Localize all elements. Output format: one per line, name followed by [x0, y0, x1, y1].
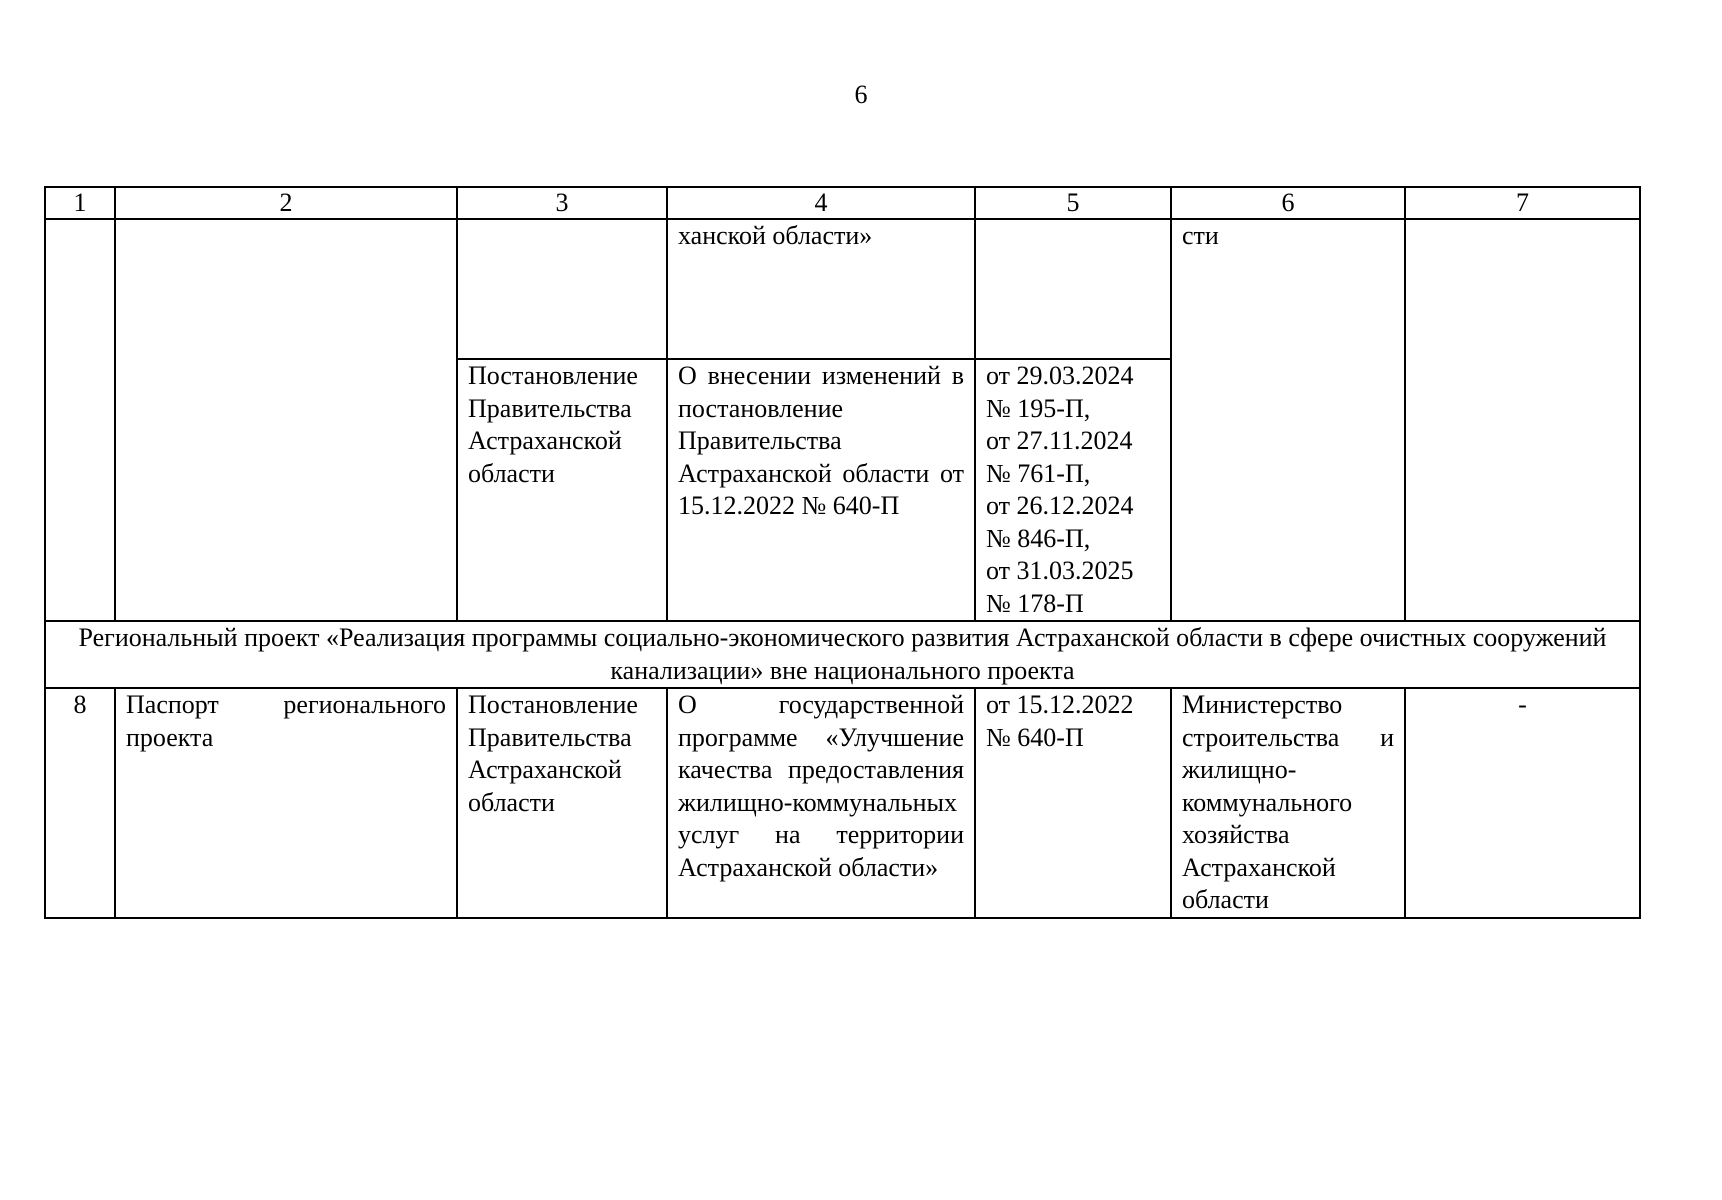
document-table	[44, 186, 1641, 919]
header-cell-1: 1	[45, 187, 115, 219]
cell-continued-col6: сти	[1171, 219, 1405, 621]
table-row-continued	[45, 219, 1640, 359]
cell-amendment-dates	[975, 359, 1171, 621]
cell-row8-doc-type: Постановление Правительства Астраханской области	[457, 688, 667, 918]
table-row-8	[45, 688, 1640, 918]
cell-amendment-doc-type: Постановление Правительства Астраханской области	[457, 359, 667, 621]
header-cell-5: 5	[975, 187, 1171, 219]
cell-continued-col3	[457, 219, 667, 359]
amendment-date-line: № 761-П,	[986, 458, 1091, 488]
cell-continued-num	[45, 219, 115, 621]
cell-amendment-title: О внесении изменений в постановление Правительства Астраханской области от 15.12.2022 № 640-П	[667, 359, 975, 621]
cell-row8-num: 8	[45, 688, 115, 918]
cell-continued-col4: ханской области»	[667, 219, 975, 359]
header-cell-2: 2	[115, 187, 457, 219]
amendment-date-line: № 846-П,	[986, 523, 1091, 553]
header-cell-4: 4	[667, 187, 975, 219]
amendment-date-line: № 178-П	[986, 588, 1084, 618]
amendment-date-line: № 195-П,	[986, 393, 1091, 423]
cell-continued-col5	[975, 219, 1171, 359]
cell-row8-doc-name: Паспорт регионального проекта	[115, 688, 457, 918]
cell-row8-responsible: Министерство строительства и жилищно-коммунального хозяйства Астраханской области	[1171, 688, 1405, 918]
cell-continued-col7	[1405, 219, 1640, 621]
cell-row8-date: от 15.12.2022 № 640-П	[975, 688, 1171, 918]
header-cell-7: 7	[1405, 187, 1640, 219]
table-header-row	[45, 187, 1640, 219]
table-section-row	[45, 621, 1640, 688]
cell-continued-col2	[115, 219, 457, 621]
amendment-date-line: от 27.11.2024	[986, 426, 1133, 455]
cell-row8-title: О государственной программе «Улучшение качества предоставления жилищно-коммунальных услуг на территории Астраханской области»	[667, 688, 975, 918]
amendment-date-line: от 31.03.2025	[986, 556, 1134, 585]
header-cell-3: 3	[457, 187, 667, 219]
cell-row8-note: -	[1405, 688, 1640, 918]
amendment-date-line: от 26.12.2024	[986, 491, 1134, 520]
header-cell-6: 6	[1171, 187, 1405, 219]
section-title: Региональный проект «Реализация программы социально-экономического развития Астраханской области в сфере очистных сооружений канализации» вне национального проекта	[45, 621, 1640, 688]
page-number: 6	[854, 80, 868, 109]
amendment-date-line: от 29.03.2024	[986, 361, 1134, 390]
